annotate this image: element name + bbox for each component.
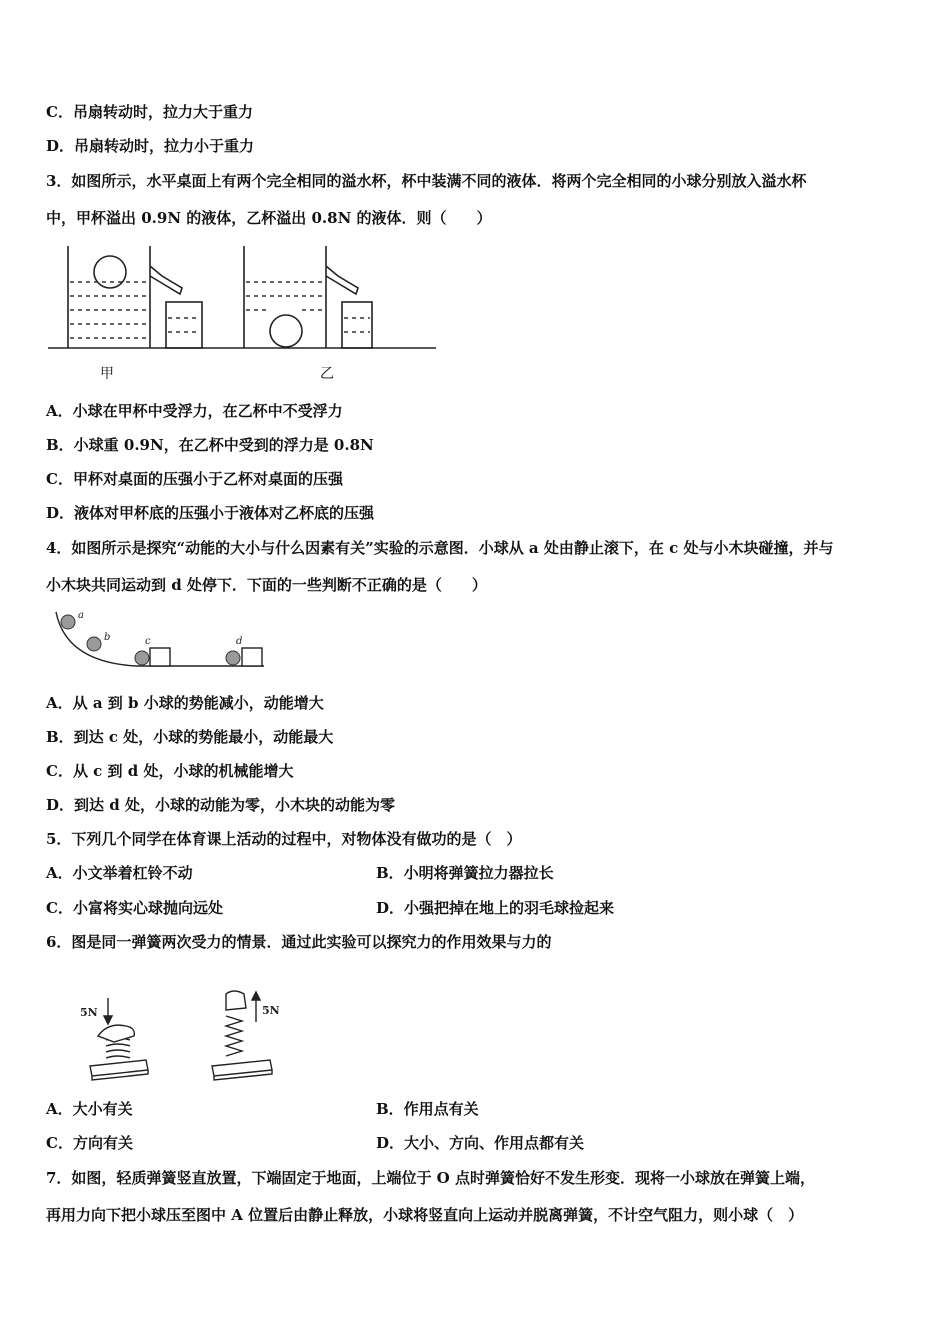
option-q3-c: C．甲杯对桌面的压强小于乙杯对桌面的压强 (46, 470, 343, 488)
force-label-down: 5N (80, 1006, 98, 1019)
option-q5-a: A．小文举着杠铃不动 (46, 864, 193, 882)
option-q6-d: D．大小、方向、作用点都有关 (376, 1134, 585, 1152)
ball-at-d (226, 651, 240, 665)
option-q2-c: C．吊扇转动时，拉力大于重力 (46, 103, 253, 121)
question-5: 5．下列几个同学在体育课上活动的过程中，对物体没有做功的是（ ） (46, 830, 522, 848)
label-a: a (78, 610, 84, 621)
cup-jia (68, 246, 202, 348)
option-q2-d: D．吊扇转动时，拉力小于重力 (46, 137, 255, 155)
option-q5-d: D．小强把掉在地上的羽毛球捡起来 (376, 899, 615, 917)
option-q3-b: B．小球重 0.9N，在乙杯中受到的浮力是 0.8N (46, 436, 374, 454)
question-3-line1: 3．如图所示，水平桌面上有两个完全相同的溢水杯，杯中装满不同的液体．将两个完全相同的小球分别放入溢水杯 (46, 172, 807, 190)
question-7-line1: 7．如图，轻质弹簧竖直放置，下端固定于地面，上端位于 O 点时弹簧恰好不发生形变．现将一小球放在弹簧上端， (46, 1169, 815, 1187)
cup-label-jia: 甲 (100, 366, 114, 382)
label-b: b (104, 632, 111, 643)
question-3-line2: 中，甲杯溢出 0.9N 的液体，乙杯溢出 0.8N 的液体．则（ ） (46, 209, 492, 227)
option-q3-a: A．小球在甲杯中受浮力，在乙杯中不受浮力 (46, 402, 343, 420)
question-4-line1: 4．如图所示是探究“动能的大小与什么因素有关”实验的示意图．小球从 a 处由静止滚下，在 c 处与小木块碰撞，并与 (46, 539, 834, 557)
option-q6-c: C．方向有关 (46, 1134, 133, 1152)
wood-block-d (242, 648, 262, 666)
cup-yi (244, 246, 372, 348)
label-c: c (145, 636, 151, 647)
option-q6-b: B．作用点有关 (376, 1100, 479, 1118)
question-6: 6．图是同一弹簧两次受力的情景．通过此实验可以探究力的作用效果与力的 (46, 933, 552, 951)
option-q4-d: D．到达 d 处，小球的动能为零，小木块的动能为零 (46, 796, 395, 814)
force-label-up: 5N (262, 1004, 280, 1017)
question-7-line2: 再用力向下把小球压至图中 A 位置后由静止释放，小球将竖直向上运动并脱离弹簧，不计空气阻力，则小球（ ） (46, 1206, 804, 1224)
option-q4-a: A．从 a 到 b 小球的势能减小，动能增大 (46, 694, 324, 712)
option-q3-d: D．液体对甲杯底的压强小于液体对乙杯底的压强 (46, 504, 375, 522)
option-q4-b: B．到达 c 处，小球的势能最小，动能最大 (46, 728, 334, 746)
ball-at-b (87, 637, 101, 651)
option-q6-a: A．大小有关 (46, 1100, 133, 1118)
ramp-track-figure (52, 606, 282, 676)
label-d: d (236, 636, 243, 647)
compressed-spring-scene (90, 998, 148, 1080)
ball-at-a (61, 615, 75, 629)
option-q5-b: B．小明将弹簧拉力器拉长 (376, 864, 554, 882)
wood-block-c (150, 648, 170, 666)
option-q5-c: C．小富将实心球抛向远处 (46, 899, 223, 917)
cup-label-yi: 乙 (320, 366, 334, 382)
spring-force-figure (76, 984, 296, 1084)
ball-at-c (135, 651, 149, 665)
option-q4-c: C．从 c 到 d 处，小球的机械能增大 (46, 762, 294, 780)
question-4-line2: 小木块共同运动到 d 处停下．下面的一些判断不正确的是（ ） (46, 576, 487, 594)
